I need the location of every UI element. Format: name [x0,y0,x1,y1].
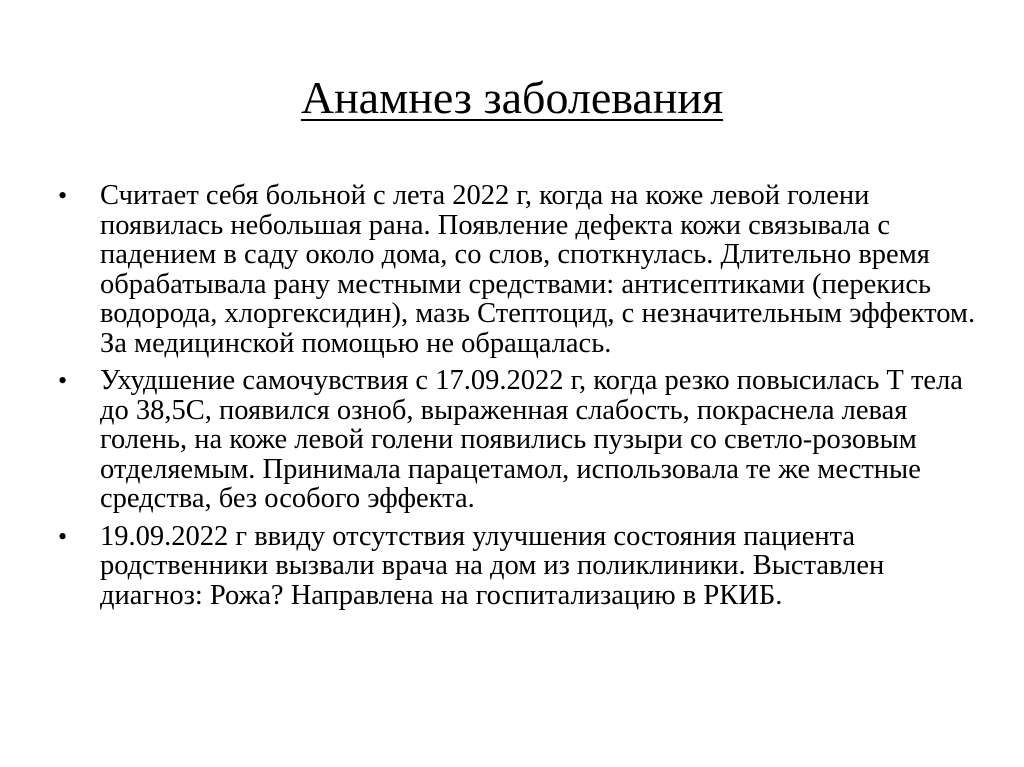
slide-title: Анамнез заболевания [300,72,724,123]
bullet-item [58,522,978,611]
bullet-text: Ухудшение самочувствия с 17.09.2022 г, когда резко повысилась Т тела до 38,5С, появился озноб, выраженная слабость, покраснела левая голень, на коже левой голени появились пузыри со светло-розовым отделяемым. Принимала парацетамол, использовала те же местные средства, без особого эффекта. [100,365,963,514]
bullet-icon: • [58,181,68,210]
bullet-item [58,181,978,358]
bullet-list [58,181,978,618]
bullet-text: Считает себя больной с лета 2022 г, когда на коже левой голени появилась небольшая рана. Появление дефекта кожи связывала с падением в саду около дома, со слов, споткнулась. Длительно время обрабатывала рану местными средствами: антисептиками (перекись водорода, хлоргексидин), мазь Стептоцид, с незначительным эффектом. За медицинской помощью не обращалась. [100,180,976,359]
bullet-icon: • [58,521,68,551]
bullet-item [58,366,978,514]
bullet-icon: • [58,366,68,395]
bullet-text: 19.09.2022 г ввиду отсутствия улучшения состояния пациента родственники вызвали врача на дом из поликлиники. Выставлен диагноз: Рожа? Направлена на госпитализацию в РКИБ. [100,520,885,611]
